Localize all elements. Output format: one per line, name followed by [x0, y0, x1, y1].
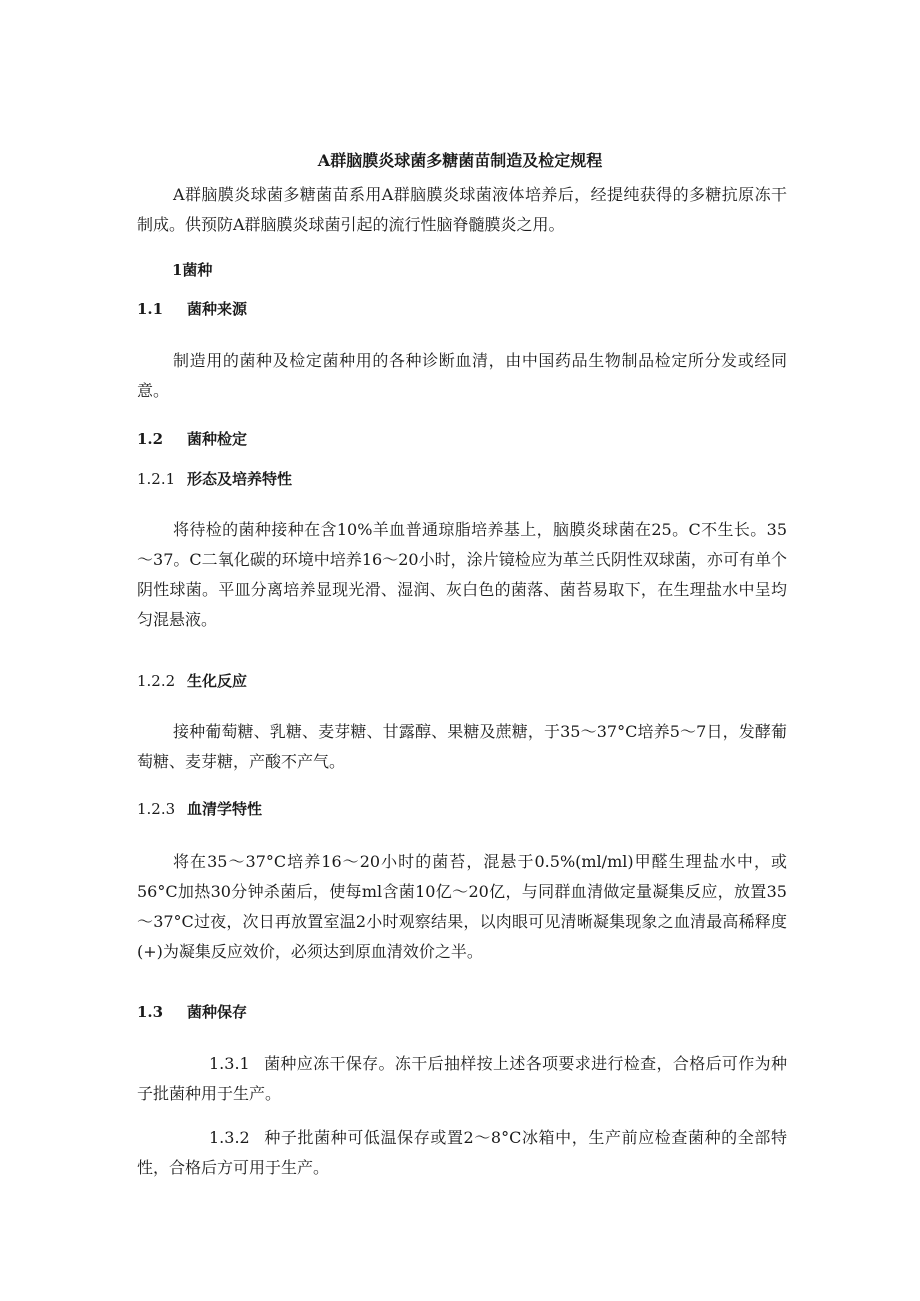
subsection-number: 1.3.1 [209, 1054, 250, 1073]
heading-text: 菌种检定 [187, 430, 248, 448]
section-1-heading: 1菌种 [172, 261, 213, 279]
paragraph-1-2-3: 将在35～37°C培养16～20小时的菌苔，混悬于0.5%(ml/ml)甲醛生理盐水中，或56°C加热30分钟杀菌后，使每ml含菌10亿～20亿，与同群血清做定量凝集反应，放置35～37°C过夜，次日再放置室温2小时观察结果，以肉眼可见清晰凝集现象之血清最高稀释度(+)为凝集反应效价，必须达到原血清效价之半。 [137, 852, 787, 961]
paragraph-1-2-1: 将待检的菌种接种在含10%羊血普通琼脂培养基上，脑膜炎球菌在25。C不生长。35～37。C二氧化碳的环境中培养16～20小时，涂片镜检应为革兰氏阴性双球菌，亦可有单个阴性球菌。平皿分离培养显现光滑、湿润、灰白色的菌落、菌苔易取下，在生理盐水中呈均匀混悬液。 [137, 520, 787, 629]
subsection-text: 菌种应冻干保存。冻干后抽样按上述各项要求进行检查，合格后可作为种子批菌种用于生产。 [137, 1054, 787, 1103]
heading-number: 1.2.2 [137, 672, 176, 690]
heading-1-3 [137, 1000, 247, 1024]
heading-number: 1.1 [137, 300, 164, 318]
heading-number: 1.2.1 [137, 470, 176, 488]
document-title: A群脑膜炎球菌多糖菌苗制造及检定规程 [317, 151, 603, 170]
heading-number: 1.3 [137, 1003, 164, 1021]
paragraph-1-2-2: 接种葡萄糖、乳糖、麦芽糖、甘露醇、果糖及蔗糖，于35～37°C培养5～7日，发酵葡萄糖、麦芽糖，产酸不产气。 [137, 722, 787, 771]
paragraph-1-3-1 [137, 1049, 787, 1109]
heading-text: 菌种来源 [187, 300, 248, 318]
heading-1-2-2 [137, 669, 247, 693]
subsection-text: 种子批菌种可低温保存或置2～8°C冰箱中，生产前应检查菌种的全部特性，合格后方可用于生产。 [137, 1128, 787, 1177]
heading-text: 菌种保存 [187, 1003, 248, 1021]
subsection-number: 1.3.2 [209, 1128, 250, 1147]
heading-1-2 [137, 427, 247, 451]
paragraph-1-1: 制造用的菌种及检定菌种用的各种诊断血清，由中国药品生物制品检定所分发或经同意。 [137, 351, 787, 400]
heading-1-2-1 [137, 467, 292, 491]
heading-text: 生化反应 [187, 672, 248, 690]
heading-1-2-3 [137, 797, 262, 821]
heading-number: 1.2.3 [137, 800, 176, 818]
heading-number: 1.2 [137, 430, 164, 448]
intro-paragraph: A群脑膜炎球菌多糖菌苗系用A群脑膜炎球菌液体培养后，经提纯获得的多糖抗原冻干制成。供预防A群脑膜炎球菌引起的流行性脑脊髓膜炎之用。 [137, 185, 787, 234]
paragraph-1-3-2 [137, 1123, 787, 1183]
heading-text: 形态及培养特性 [187, 470, 293, 488]
heading-text: 血清学特性 [187, 800, 263, 818]
heading-1-1 [137, 297, 247, 321]
